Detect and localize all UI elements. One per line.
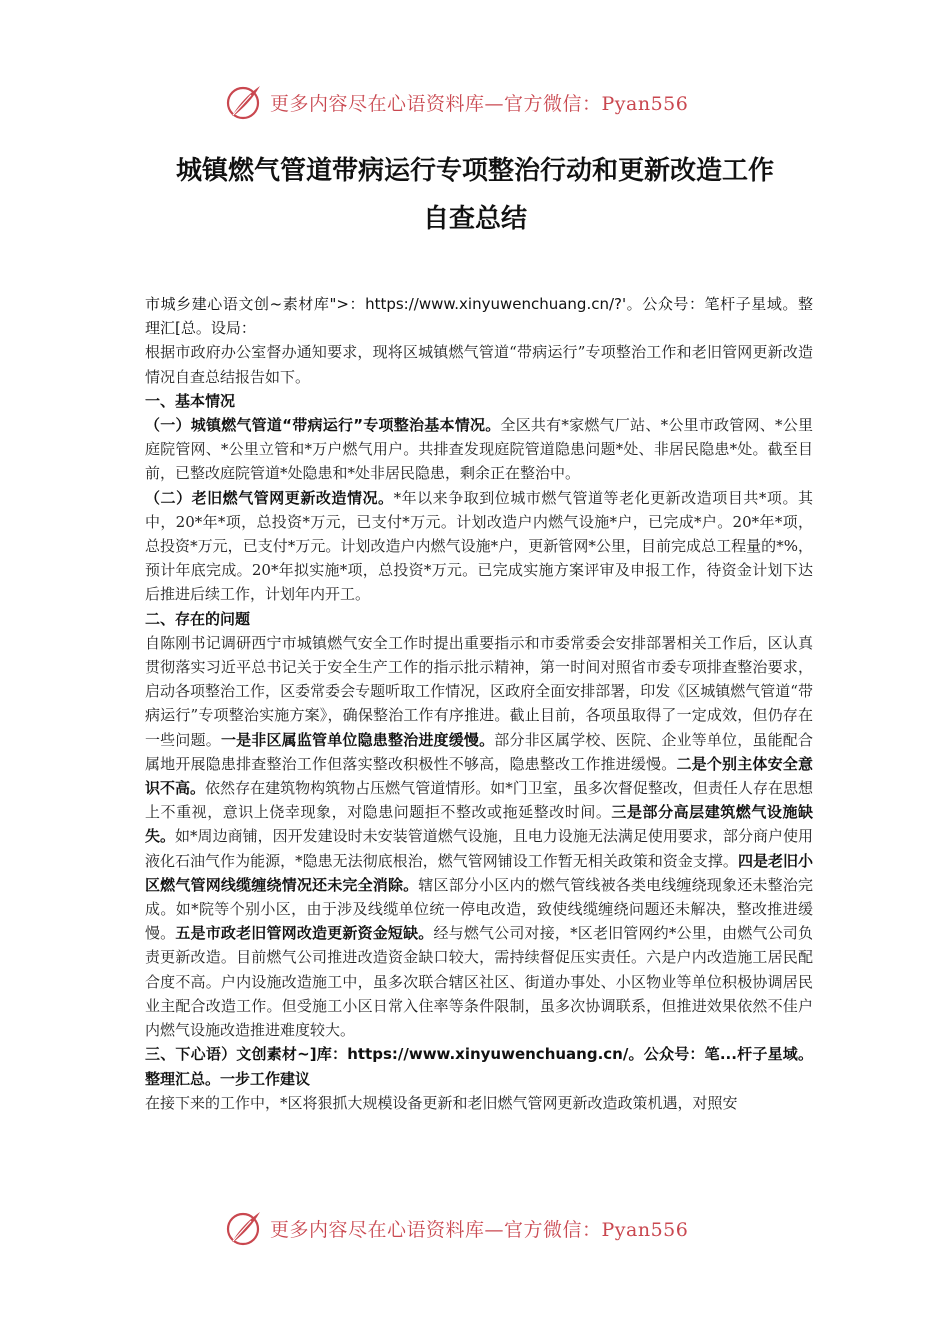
- s1-p2-bold: （二）老旧燃气管网更新改造情况。: [145, 488, 394, 507]
- s2-bold-1: 一是非区属监管单位隐患整治进度缓慢。: [220, 730, 495, 749]
- s2-bold-3: 三是部分高层建筑燃气设施缺失。: [145, 803, 813, 846]
- watermark-text: 更多内容尽在心语资料库—官方微信：Pyan556: [270, 92, 689, 115]
- document-body: [145, 292, 813, 1115]
- section-1-paragraph-1: [145, 413, 813, 486]
- document-title-line-2: 自查总结: [422, 204, 527, 234]
- section-1-heading: 一、基本情况: [145, 391, 236, 410]
- s2-bold-2: 二是个别主体安全意识不高。: [145, 754, 813, 798]
- s2-text-2: 部分非区属学校、医院、企业等单位，虽能配合属地开展隐患排查整治工作但落实整改积极性不够高，隐患整改工作推进缓慢。: [145, 730, 813, 773]
- s2-text-4: 如*周边商铺，因开发建设时未安装管道燃气设施，且电力设施无法满足使用要求，部分商户使用液化石油气作为能源，*隐患无法彻底根治，燃气管网铺设工作暂无相关政策和资金支撑。: [145, 827, 813, 870]
- section-2-heading: 二、存在的问题: [145, 609, 251, 628]
- s1-p1-text: 全区共有*家燃气厂站、*公里市政管网、*公里庭院管网、*公里立管和*万户燃气用户。共排查发现庭院管道隐患问题*处、非居民隐患*处。截至目前，已整改庭院管道*处隐患和*处非居民隐患，剩余正在整治中。: [145, 416, 813, 483]
- s2-text-6: 经与燃气公司对接，*区老旧管网约*公里，由燃气公司负责更新改造。目前燃气公司推进改造资金缺口较大，需持续督促压实责任。六是户内改造施工居民配合度不高。户内设施改造施工中，虽多次联合辖区社区、街道办事处、小区物业等单位积极协调居民业主配合改造工作。但受施工小区日常入住率等条件限制，虽多次协调联系，但推进效果依然不佳户内燃气设施改造推进难度较大。: [145, 924, 813, 1040]
- s2-text-1: 自陈刚书记调研西宁市城镇燃气安全工作时提出重要指示和市委常委会安排部署相关工作后，区认真贯彻落实习近平总书记关于安全生产工作的指示批示精神，第一时间对照省市委专项排查整治要求，启动各项整治工作，区委常委会专题听取工作情况，区政府全面安排部署，印发《区城镇燃气管道“带病运行”专项整治实施方案》，确保整治工作有序推进。截止目前，各项虽取得了一定成效，但仍存在一些问题。: [145, 633, 813, 749]
- s2-bold-5: 五是市政老旧管网改造更新资金短缺。: [175, 924, 434, 943]
- s1-p2-text: *年以来争取到位城市燃气管道等老化更新改造项目共*项。其中，20*年*项，总投资*万元，已支付*万元。计划改造户内燃气设施*户，已完成*户。20*年*项，总投资*万元，已支付*万元。计划改造户内燃气设施*户，更新管网*公里，目前完成总工程量的*%，预计年底完成。20*年拟实施*项，总投资*万元。已完成实施方案评审及申报工作，待资金计划下达后推进后续工作，计划年内开工。: [145, 488, 813, 604]
- source-line: 市城乡建心语文创~素材库">：https://www.xinyuwenchuang.cn/?'。公众号：笔杆子星域。整理汇[总。设局：: [145, 295, 813, 338]
- s2-bold-4: 四是老旧小区燃气管网线缆缠绕情况还未完全消除。: [145, 851, 813, 894]
- document-title-line-1: 城镇燃气管道带病运行专项整治行动和更新改造工作: [175, 156, 774, 186]
- watermark-banner-bottom: [224, 1206, 724, 1250]
- section-3-paragraph: 在接下来的工作中，*区将狠抓大规模设备更新和老旧燃气管网更新改造政策机遇，对照安: [145, 1093, 738, 1112]
- s2-text-3: 依然存在建筑物构筑物占压燃气管道情形。如*门卫室，虽多次督促整改，但责任人存在思想上不重视，意识上侥幸现象，对隐患问题拒不整改或拖延整改时间。: [145, 779, 813, 822]
- intro-paragraph: 根据市政府办公室督办通知要求，现将区城镇燃气管道“带病运行”专项整治工作和老旧管网更新改造情况自查总结报告如下。: [145, 343, 813, 386]
- watermark-text: 更多内容尽在心语资料库—官方微信：Pyan556: [270, 1218, 689, 1241]
- s1-p1-bold: （一）城镇燃气管道“带病运行”专项整治基本情况。: [145, 416, 501, 435]
- quill-logo-icon: [224, 82, 264, 122]
- s2-text-5: 辖区部分小区内的燃气管线被各类电线缠绕现象还未整治完成。如*院等个别小区，由于涉及线缆单位统一停电改造，致使线缆缠绕问题还未解决，整改推进缓慢。: [145, 875, 813, 943]
- watermark-banner-top: [224, 80, 724, 124]
- section-3-heading: 三、下心语）文创素材~]库：https://www.xinyuwenchuang.cn/。公众号：笔...杆子星域。整理汇总。一步工作建议: [145, 1045, 813, 1088]
- quill-logo-icon: [224, 1208, 264, 1248]
- section-1-paragraph-2: [145, 486, 813, 607]
- section-2-paragraph: [145, 631, 813, 1042]
